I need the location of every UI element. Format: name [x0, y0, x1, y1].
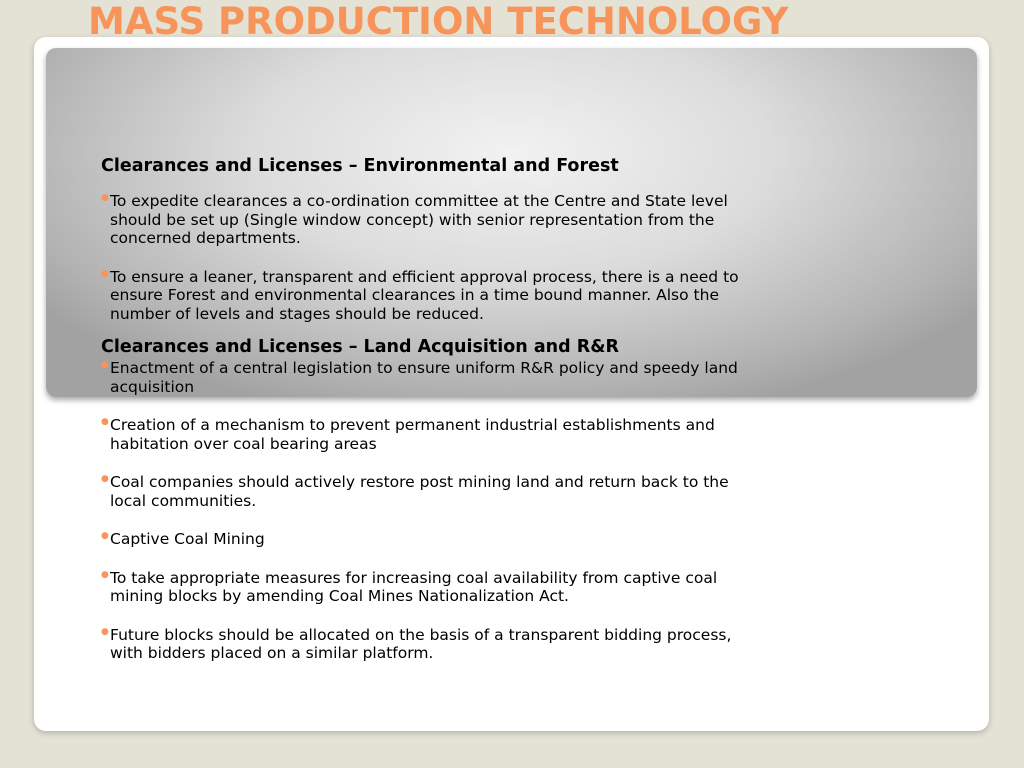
bullet-dot-icon: ● — [101, 360, 109, 370]
list-item — [101, 192, 761, 248]
list-item — [101, 473, 761, 510]
list-item — [101, 359, 761, 396]
bullet-dot-icon: ● — [101, 569, 109, 580]
environmental-bullet-list — [101, 192, 761, 323]
bullet-dot-icon: ● — [101, 626, 109, 637]
bullet-text: Coal companies should actively restore post mining land and return back to the local communities. — [110, 473, 729, 510]
bullet-text: To take appropriate measures for increasing coal availability from captive coal mining blocks by amending Coal Mines Nationalization Act. — [110, 568, 718, 605]
bullet-text: Captive Coal Mining — [110, 530, 265, 548]
slide-title: MASS PRODUCTION TECHNOLOGY — [88, 0, 789, 43]
bullet-dot-icon: ● — [101, 193, 109, 203]
section-heading-land-acquisition: Clearances and Licenses – Land Acquisition and R&R — [101, 337, 619, 357]
bullet-text: To expedite clearances a co-ordination committee at the Centre and State level should be set up (Single window concept) with senior representation from the concerned departments. — [110, 192, 728, 247]
bullet-dot-icon: ● — [101, 531, 109, 541]
list-item — [101, 416, 761, 453]
section-heading-environmental: Clearances and Licenses – Environmental and Forest — [101, 156, 619, 176]
bullet-text: Creation of a mechanism to prevent permanent industrial establishments and habitation over coal bearing areas — [110, 416, 715, 453]
list-item — [101, 626, 761, 663]
list-item — [101, 530, 761, 549]
list-item — [101, 569, 761, 606]
bullet-dot-icon: ● — [101, 474, 109, 484]
bullet-text: Future blocks should be allocated on the basis of a transparent bidding process, with bidders placed on a similar platform. — [110, 625, 732, 662]
land-acquisition-bullet-list — [101, 359, 761, 663]
bullet-text: To ensure a leaner, transparent and efficient approval process, there is a need to ensure Forest and environmental clearances in a time bound manner. Also the number of levels and stages should be reduced. — [110, 267, 739, 323]
slide-body — [101, 154, 761, 663]
bullet-dot-icon: ● — [101, 268, 109, 279]
list-item — [101, 268, 761, 324]
bullet-dot-icon: ● — [101, 417, 109, 427]
bullet-text: Enactment of a central legislation to ensure uniform R&R policy and speedy land acquisition — [110, 359, 738, 396]
